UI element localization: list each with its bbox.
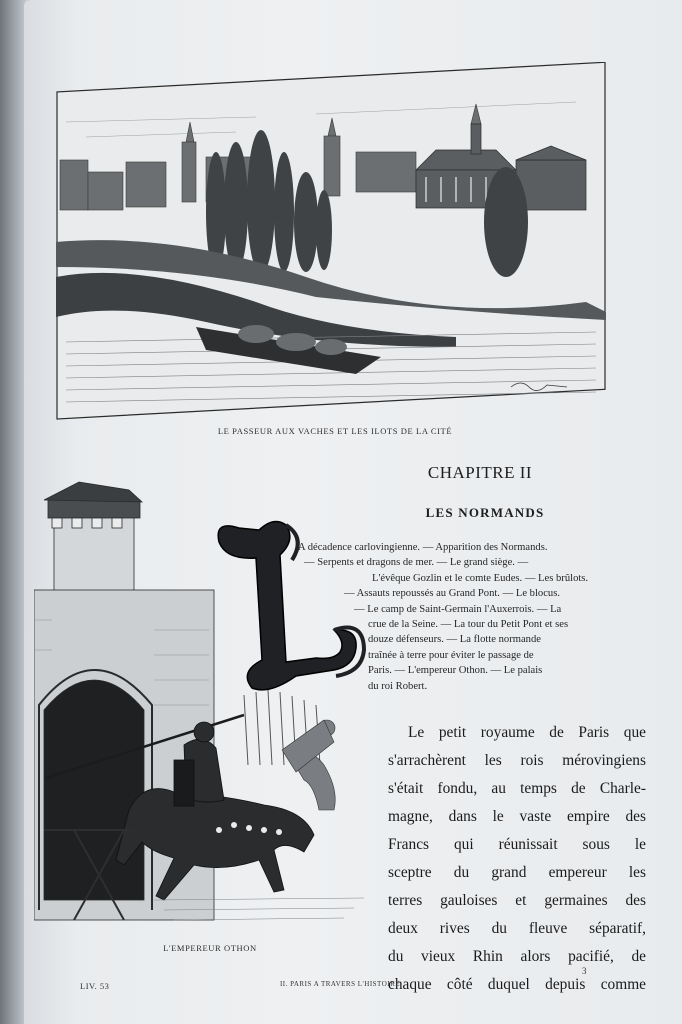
body-line: s'était fondu, au temps de Charle- (388, 780, 646, 797)
bottom-illustration-caption: L'EMPEREUR OTHON (163, 943, 257, 953)
body-line: Le petit royaume de Paris que (408, 724, 646, 741)
body-line: deux rives du fleuve séparatif, (388, 920, 646, 937)
body-line: du vieux Rhin alors pacifié, de (388, 948, 646, 965)
summary-line: du roi Robert. (368, 680, 428, 692)
summary-line: crue de la Seine. — La tour du Petit Pont et ses (368, 619, 569, 631)
chapter-title: CHAPITRE II (427, 463, 533, 482)
summary-line: — Assauts repoussés au Grand Pont. — Le blocus. (344, 588, 560, 600)
body-line: terres gauloises et germaines des (388, 892, 646, 909)
summary-line: douze défenseurs. — La flotte normande (368, 634, 541, 646)
body-line: s'arrachèrent les rois mérovingiens (388, 752, 646, 769)
body-line: magne, dans le vaste empire des (388, 808, 646, 825)
body-paragraph (388, 719, 646, 999)
summary-line: Paris. — L'empereur Othon. — Le palais (368, 665, 543, 677)
footer-issue-number: LIV. 53 (80, 981, 110, 991)
summary-line: traînée à terre pour éviter le passage de (368, 649, 534, 661)
footer-running-title: II. PARIS A TRAVERS L'HISTOIRE (279, 980, 401, 988)
chapter-summary (292, 540, 627, 694)
summary-line: — Serpents et dragons de mer. — Le grand siège. — (304, 557, 529, 569)
body-line: chaque côté duquel depuis comme (388, 976, 646, 993)
page-number: 3 (582, 966, 587, 976)
summary-line: L'évêque Gozlin et le comte Eudes. — Les brûlots. (372, 572, 589, 584)
body-line: sceptre du grand empereur les (388, 864, 646, 881)
summary-line: — Le camp de Saint-Germain l'Auxerrois. — La (354, 603, 562, 615)
body-line: Francs qui réunissait sous le (388, 836, 646, 853)
summary-line: A décadence carlovingienne. — Apparition des Normands. (298, 542, 548, 553)
etching-ferry-and-cite (56, 62, 606, 420)
top-illustration-caption: LE PASSEUR AUX VACHES ET LES ILOTS DE LA CITÉ (217, 426, 453, 436)
chapter-subtitle: LES NORMANDS (425, 505, 545, 520)
